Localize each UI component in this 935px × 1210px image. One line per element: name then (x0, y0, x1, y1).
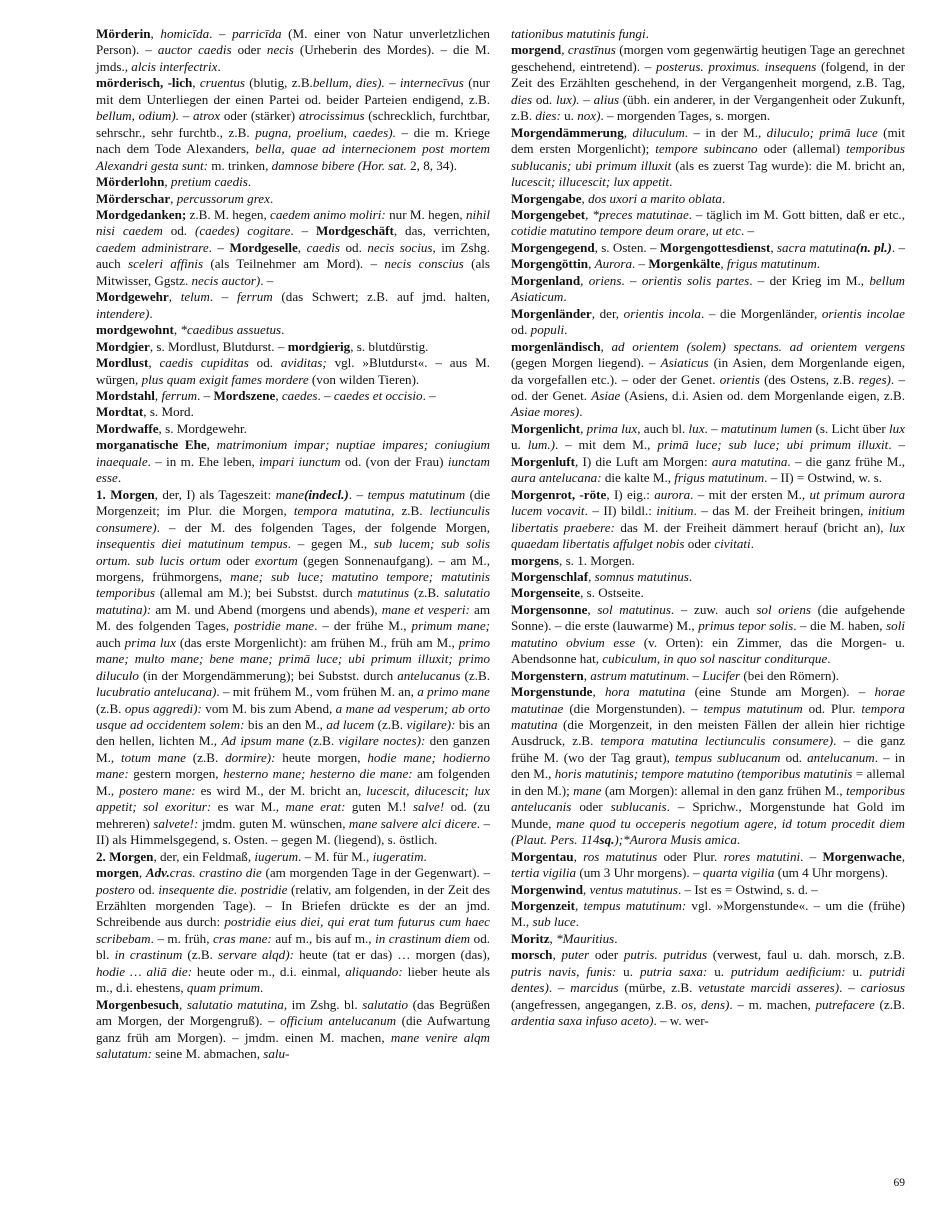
entry-morgengebet: Morgengebet, *preces matutinae. – täglich im M. Gott bitten, daß er etc., cotidie matutino tempore deum orare, ut etc. – (511, 206, 905, 239)
entry-mordgewehr: Mordgewehr, telum. – ferrum (das Schwert; z.B. auf jmd. halten, intendere). (96, 289, 490, 321)
entry-mordwaffe: Mordwaffe, s. Mordgewehr. (96, 420, 247, 436)
entry-morgenseite: Morgenseite, s. Ostseite. (511, 585, 644, 601)
entry-mordgewohnt: mordgewohnt, *caedibus assuetus. (96, 322, 285, 338)
page-number: 69 (893, 1177, 905, 1189)
entry-mordgedanken: Mordgedanken; z.B. M. hegen, caedem animo moliri: nur M. hegen, nihil nisi caedem od. (caedes) cogitare. – Mordgeschäft, das, verrichten, caedem administrare. – Mordgeselle, caedis od. necis socius, im Zshg. auch sceleri affinis (als Teilnehmer am Mord). – necis conscius (als Mitwisser, Ggstz. necis auctor). – (96, 206, 491, 288)
entry-morgen-1: 1. Morgen, der, I) als Tageszeit: mane(indecl.). – tempus matutinum (die Morgenzeit; im Plur. die Morgen, tempora matutina, z.B. lectiunculis consumere). – der M. des folgenden Tages, der folgende Morgen, insequentis diei matutinum tempus. – gegen M., sub lucem; sub solis ortum. sub lucis ortum oder exortum (gegen Sonnenaufgang). – am M., morgens, frühmorgens, mane; sub luce; matutino tempore; matutinis temporibus (allemal am M.); bei Substst. durch matutinus (z.B. salutatio matutina): am M. und Abend (morgens und abends), mane et vesperi: am M. des folgenden Tages, postridie mane. – der frühe M., primum mane; auch prima lux (das erste Morgenlicht): am frühen M., früh am M., primo mane; multo mane; bene mane; primā luce; ubi primum illuxit; primo diluculo (in der Morgendämmerung); bei Substst. durch antelucanus (z.B. lucubratio antelucana). – mit frühem M., vom frühen M. an, a primo mane (z.B. opus aggredi): vom M. bis zum Abend, a mane ad vesperum; ab orto usque ad occidentem solem: bis an den M., ad lucem (z.B. vigilare): bis an den hellen, lichten M., Ad ipsum mane (z.B. vigilare noctes): den ganzen M., totum mane (z.B. dormire): heute morgen, hodie mane; hodierno mane: gestern morgen, hesterno mane; hesterno die mane: am folgenden M., postero mane: es wird M., der M. bricht an, lucescit, dilucescit; lux appetit; sol exoritur: es war M., mane erat: guten M.! salve! od. (zu mehreren) salvete!: jmdm. guten M. wünschen, mane salvere alci dicere. – II) als Himmelsgegend, s. Osten. – gegen M. (liegend), s. östlich. (96, 486, 491, 848)
entry-morgenstunde: Morgenstunde, hora matutina (eine Stunde am Morgen). – horae matutinae (die Morgenstunden). – tempus matutinum od. Plur. tempora matutina (die Morgenzeit, in den meisten Fällen der allein hier richtige Ausdruck, z.B. tempora matutina lectiunculis consumere). – die ganz frühe M. (wo der Tag graut), tempus sublucanum od. antelucanum. – in den M., horis matutinis; tempore matutino (temporibus matutinis = allemal in den M.); mane (am Morgen): allemal in den ganz frühen M., temporibus antelucanis oder sublucanis. – Sprichw., Morgenstunde hat Gold im Munde, mane quod tu occeperis negotium agere, id totum procedit diem (Plaut. Pers. 114sq.);*Aurora Musis amica. (511, 684, 905, 848)
entry-morgensonne: Morgensonne, sol matutinus. – zuw. auch sol oriens (die aufgehende Sonne). – die erste (lauwarme) M., primus tepor solis. – die M. haben, soli matutino obvium esse (v. Orten): ein Zimmer, das die Morgen- u. Abendsonne hat, cubiculum, in quo sol nascitur conditurque. (511, 601, 905, 667)
entry-morgenbesuch: Morgenbesuch, salutatio matutina, im Zshg. bl. salutatio (das Begrüßen am Morgen, der Morgengruß). – officium antelucanum (die Aufwartung ganz früh am Morgen). – jmdm. einen M. machen, mane venire alqm salutatum: seine M. abmachen, salu- (96, 996, 490, 1062)
entry-morgenrot: Morgenrot, -röte, I) eig.: aurora. – mit der ersten M., ut primum aurora lucem vocavit. – II) bildl.: initium. – das M. der Freiheit bringen, initium libertatis praebere: das M. der Freiheit dämmert herauf (bricht an), lux quaedam libertatis affulget nobis oder civitati. (511, 486, 905, 552)
entry-mordtat: Mordtat, s. Mord. (96, 404, 194, 420)
entry-mordlust: Mordlust, caedis cupiditas od. aviditas; vgl. »Blutdurst«. – aus M. würgen, plus quam exigit fames mordere (von wilden Tieren). (96, 355, 491, 387)
entry-morgentau: Morgentau, ros matutinus oder Plur. rores matutini. – Morgenwache, tertia vigilia (um 3 Uhr morgens). – quarta vigilia (um 4 Uhr morgens). (511, 848, 905, 881)
entry-morgenlaendisch: morgenländisch, ad orientem (solem) spectans. ad orientem vergens (gegen Morgen liegend). – Asiaticus (in Asien, dem Morgenlande eigen, da vorgefallen etc.). – oder der Genet. orientis (des Ostens, z.B. reges). – od. der Genet. Asiae (Asiens, d.i. Asien od. dem Morgenlande eigen, z.B. Asiae mores). (511, 338, 905, 420)
entry-morgen-2: 2. Morgen, der, ein Feldmaß, iugerum. – M. für M., iugeratim. (96, 848, 427, 864)
entry-mordstahl: Mordstahl, ferrum. – Mordszene, caedes. – caedes et occisio. – (96, 387, 436, 403)
entry-morgen-adv: morgen, Adv.cras. crastino die (am morgenden Tage in der Gegenwart). – postero od. insequente die. postridie (relativ, am folgenden, in der Zeit des Erzählten morgenden Tage). – In Briefen drückte es der an jmd. Schreibende aus durch: postridie eius diei, qui erat tum futurus cum haec scribebam. – m. früh, cras mane: auf m., bis auf m., in crastinum diem od. bl. in crastinum (z.B. servare alqd): heute (tat er das) … morgen (das), hodie … aliā die: heute oder m., d.i. einmal, aliquando: lieber heute als m., d.i. ehestens, quam primum. (96, 865, 491, 996)
entry-moerderisch: mörderisch, -lich, cruentus (blutig, z.B.bellum, dies). – internecīvus (nur mit dem Unterliegen der einen Partei od. beider Parteien endigend, z.B. bellum, odium). – atrox oder (stärker) atrocissimus (schrecklich, furchtbar, sehrschr., sehr furchtb., z.B. pugna, proelium, caedes). – die m. Kriege nach dem Tode Alexanders, bella, quae ad internecionem post mortem Alexandri gesta sunt: m. trinken, damnose bibere (Hor. sat. 2, 8, 34). (96, 75, 491, 173)
entry-moerderlohn: Mörderlohn, pretium caedis. (96, 174, 252, 190)
entry-moerderschar: Mörderschar, percussorum grex. (96, 190, 274, 206)
entry-moerderin: Mörderin, homicīda. – parricīda (M. einer von Natur unverletzlichen Person). – auctor caedis oder necis (Urheberin des Mordes). – die M. jmds., alcis interfectrix. (96, 26, 490, 74)
entry-morsch: morsch, puter oder putris. putridus (verwest, faul u. dah. morsch, z.B. putris navis, funis: u. putria saxa: u. putridum aedificium: u. putridi dentes). – marcidus (mürbe, z.B. vetustate marcidi asseres). – cariosus (angefressen, angegangen, z.B. os, dens). – m. machen, putrefacere (z.B. ardentia saxa infuso aceto). – w. wer- (511, 947, 905, 1029)
left-column (96, 26, 490, 1063)
entry-morgenlaender: Morgenländer, der, orientis incola. – die Morgenländer, orientis incolae od. populi. (511, 305, 905, 338)
entry-morgengegend: Morgengegend, s. Osten. – Morgengottesdienst, sacra matutina(n. pl.). – Morgengöttin, Aurora. – Morgenkälte, frigus matutinum. (511, 239, 906, 272)
entry-mordgier: Mordgier, s. Mordlust, Blutdurst. – mordgierig, s. blutdürstig. (96, 338, 429, 354)
entry-morgenwind: Morgenwind, ventus matutinus. – Ist es = Ostwind, s. d. – (511, 881, 818, 897)
entry-morganatische-ehe: morganatische Ehe, matrimonium impar; nuptiae impares; coniugium inaequale. – in m. Ehe leben, impari iunctum od. (von der Frau) iunctam esse. (96, 437, 491, 486)
entry-morgenlicht: Morgenlicht, prima lux, auch bl. lux. – matutinum lumen (s. Licht über lux u. lum.). – mit dem M., primā luce; sub luce; ubi primum illuxit. – Morgenluft, I) die Luft am Morgen: aura matutina. – die ganz frühe M., aura antelucana: die kalte M., frigus matutinum. – II) = Ostwind, w. s. (511, 420, 906, 486)
entry-morgengabe: Morgengabe, dos uxori a marito oblata. (511, 190, 726, 206)
right-column (511, 26, 905, 1030)
entry-morgenschlaf: Morgenschlaf, somnus matutinus. (511, 568, 693, 584)
entry-morgenzeit: Morgenzeit, tempus matutinum: vgl. »Morgenstunde«. – um die (frühe) M., sub luce. (511, 898, 905, 930)
entry-morgendaemmerung: Morgendämmerung, diluculum. – in der M., diluculo; primā luce (mit dem ersten Morgenlicht); tempore subincano oder (allemal) temporibus sublucanis; ubi primum illuxit (als es zuerst Tag wurde): die M. bricht an, lucescit; illucescit; lux appetit. (511, 124, 906, 190)
entry-moritz: Moritz, *Mauritius. (511, 930, 618, 946)
entry-morgenstern: Morgenstern, astrum matutinum. – Lucifer (bei den Römern). (511, 667, 840, 683)
entry-morgenland: Morgenland, oriens. – orientis solis partes. – der Krieg im M., bellum Asiaticum. (511, 272, 905, 305)
entry-morgens: morgens, s. 1. Morgen. (511, 552, 635, 568)
entry-morgend: morgend, crastīnus (morgen vom gegenwärtig heutigen Tage an gerechnet geschehend, eintretend). – posterus. proximus. insequens (folgend, in der Zeit des Erzählten geschehend, in der Vergangenheit morgend, z.B. Tag, dies od. lux). – alius (übh. ein anderer, in der Vergangenheit oder Zukunft, z.B. dies: u. nox). – morgenden Tages, s. morgen. (511, 42, 906, 124)
entry-continuation: tationibus matutinis fungi. (511, 26, 649, 41)
